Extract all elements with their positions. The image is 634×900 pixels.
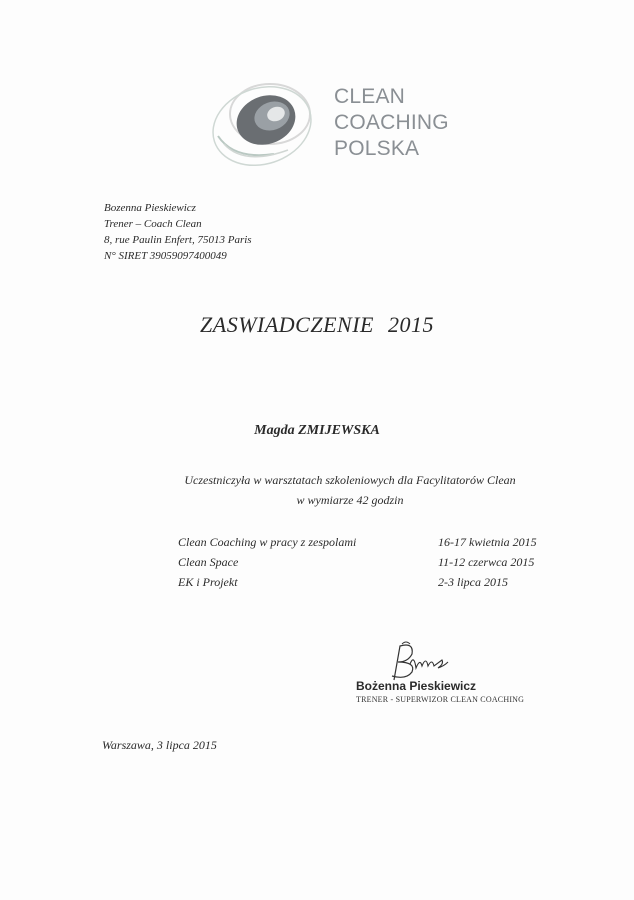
course-row [178,572,548,592]
description [0,470,634,510]
logo-line-polska: POLSKA [334,137,420,160]
course-row [178,532,548,552]
course-date: 2-3 lipca 2015 [438,575,508,589]
certificate-title [0,312,634,338]
sender-block [104,200,252,264]
signer-role: TRENER - SUPERWIZOR CLEAN COACHING [356,695,525,704]
description-line-2: w wymiarze 42 godzin [296,493,404,507]
course-list [178,532,548,592]
course-name: EK i Projekt [178,575,238,589]
logo-line-clean: CLEAN [334,85,406,108]
recipient-name: Magda ZMIJEWSKA [254,423,380,438]
handwritten-signature [372,640,452,684]
clean-coaching-rings-logo-icon [204,74,322,170]
title-year: 2015 [387,312,434,337]
course-date: 11-12 czerwca 2015 [438,555,535,569]
sender-siret: N° SIRET 39059097400049 [104,250,227,262]
course-row [178,552,548,572]
description-line-1: Uczestniczyła w warsztatach szkoleniowych dla Facylitatorów Clean [184,473,516,487]
course-name: Clean Space [178,555,239,569]
course-name: Clean Coaching w pracy z zespolami [178,535,357,549]
title-text: ZASWIADCZENIE [200,312,374,337]
logo-wordmark [334,84,449,162]
sender-name: Bozenna Pieskiewicz [104,202,196,214]
signer-name: Bożenna Pieskiewicz [356,679,477,693]
sender-role: Trener – Coach Clean [104,218,202,230]
sender-address: 8, rue Paulin Enfert, 75013 Paris [104,234,252,246]
signer-block [356,679,524,704]
place-and-date: Warszawa, 3 lipca 2015 [102,738,217,752]
course-date: 16-17 kwietnia 2015 [438,535,537,549]
logo-line-coaching: COACHING [334,111,449,134]
